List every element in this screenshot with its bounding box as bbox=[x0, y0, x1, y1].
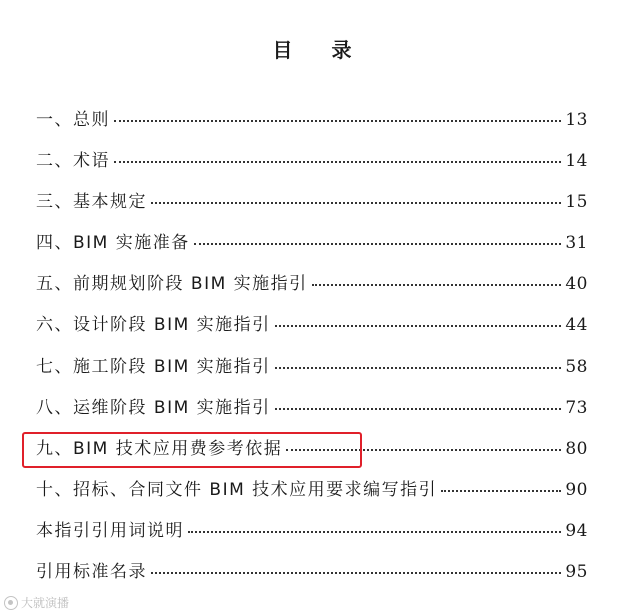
logo-icon bbox=[4, 596, 18, 610]
toc-entry[interactable] bbox=[36, 560, 588, 601]
toc-entry-page: 73 bbox=[565, 397, 588, 418]
toc-dot-leader bbox=[114, 120, 561, 122]
toc-dot-leader bbox=[275, 408, 562, 410]
toc-entry-label: 六、设计阶段 BIM 实施指引 bbox=[36, 315, 271, 336]
toc-entry[interactable] bbox=[36, 272, 588, 313]
toc-entry[interactable] bbox=[36, 149, 588, 190]
highlight-box bbox=[22, 432, 362, 468]
toc-entry-page: 80 bbox=[565, 438, 588, 459]
page-title: 目 录 bbox=[272, 38, 368, 62]
toc-dot-leader bbox=[151, 572, 561, 574]
toc-entry-label: 七、施工阶段 BIM 实施指引 bbox=[36, 356, 271, 377]
toc-dot-leader bbox=[114, 161, 561, 163]
toc-entry-label: 本指引引用词说明 bbox=[36, 520, 184, 541]
toc-dot-leader bbox=[275, 367, 562, 369]
toc-dot-leader bbox=[441, 490, 561, 492]
toc-entry-page: 95 bbox=[565, 562, 588, 583]
toc-entry[interactable] bbox=[36, 519, 588, 560]
toc-entry-page: 90 bbox=[565, 479, 588, 500]
toc-entry[interactable] bbox=[36, 190, 588, 231]
toc-entry-label: 引用标准名录 bbox=[36, 562, 147, 583]
toc-entry[interactable] bbox=[36, 108, 588, 149]
toc-entry-label: 五、前期规划阶段 BIM 实施指引 bbox=[36, 274, 308, 295]
toc-entry[interactable] bbox=[36, 478, 588, 519]
toc-entry-label: 四、BIM 实施准备 bbox=[36, 233, 190, 254]
toc-dot-leader bbox=[151, 202, 561, 204]
table-of-contents bbox=[36, 108, 588, 601]
toc-entry-label: 十、招标、合同文件 BIM 技术应用要求编写指引 bbox=[36, 479, 438, 500]
watermark bbox=[4, 594, 69, 611]
toc-entry-label: 一、总则 bbox=[36, 110, 110, 130]
toc-dot-leader bbox=[194, 243, 562, 245]
toc-entry-page: 44 bbox=[565, 315, 588, 336]
toc-entry-page: 40 bbox=[565, 274, 588, 295]
toc-entry[interactable] bbox=[36, 313, 588, 354]
toc-entry-page: 14 bbox=[565, 151, 588, 172]
toc-entry-page: 94 bbox=[565, 520, 588, 541]
toc-entry-page: 58 bbox=[565, 356, 588, 377]
toc-entry-label: 三、基本规定 bbox=[36, 192, 147, 213]
toc-entry-page: 13 bbox=[565, 110, 588, 130]
toc-entry[interactable] bbox=[36, 355, 588, 396]
toc-entry[interactable] bbox=[36, 231, 588, 272]
watermark-text: 大就演播 bbox=[21, 596, 70, 610]
toc-dot-leader bbox=[275, 325, 562, 327]
toc-entry[interactable] bbox=[36, 396, 588, 437]
toc-entry-label: 九、BIM 技术应用费参考依据 bbox=[36, 438, 283, 459]
toc-dot-leader bbox=[188, 531, 561, 533]
toc-entry-page: 15 bbox=[565, 192, 588, 213]
toc-entry-page: 31 bbox=[565, 233, 588, 254]
toc-dot-leader bbox=[312, 284, 562, 286]
toc-entry-label: 八、运维阶段 BIM 实施指引 bbox=[36, 397, 271, 418]
toc-entry-label: 二、术语 bbox=[36, 151, 110, 172]
